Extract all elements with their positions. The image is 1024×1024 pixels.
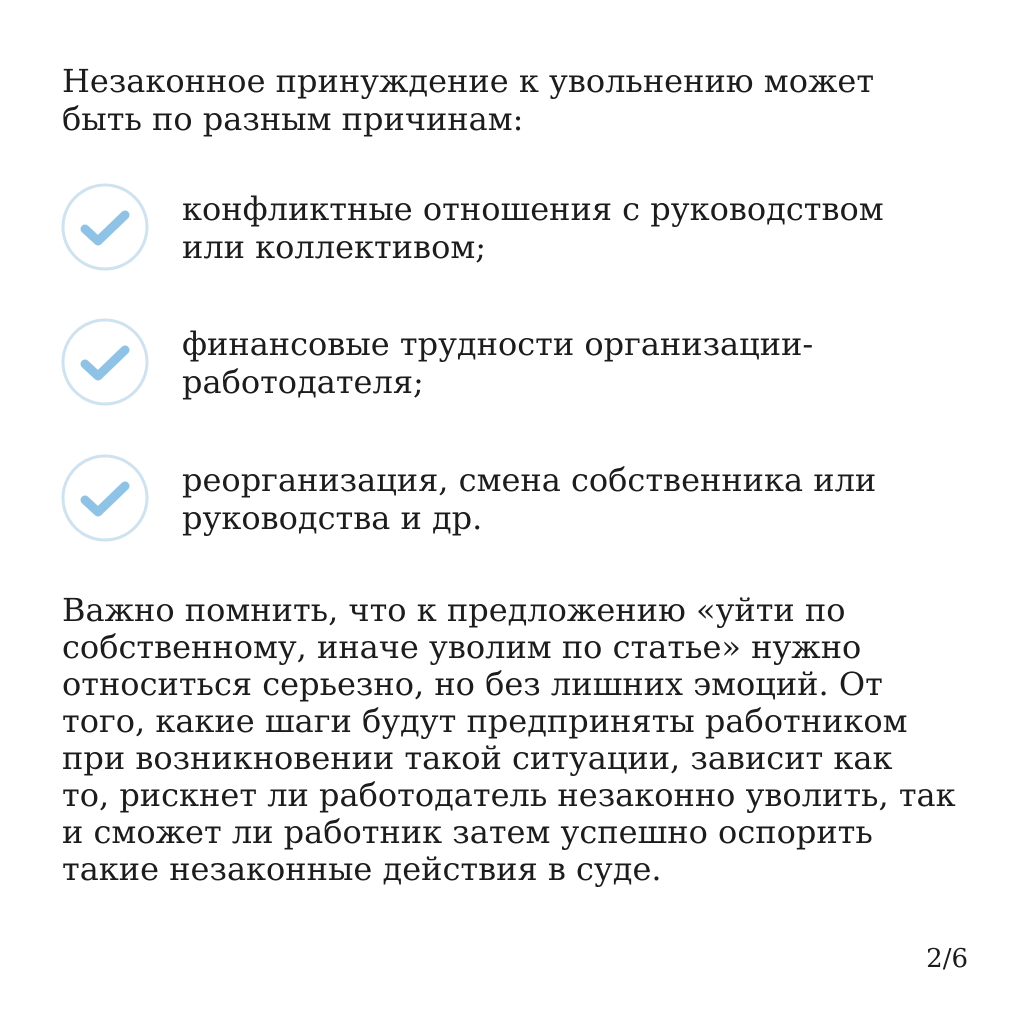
page-number: 2/6 (926, 944, 968, 974)
reason-item (60, 182, 980, 274)
reason-text: реорганизация, смена собственника или руководства и др. (182, 461, 877, 537)
reason-item (60, 453, 980, 545)
intro-text: Незаконное принуждение к увольнению может быть по разным причинам: (62, 62, 875, 138)
checkmark-circle-icon (60, 317, 150, 407)
checkmark-circle-icon (60, 182, 150, 272)
important-note-text: Важно помнить, что к предложению «уйти по собственному, иначе уволим по статье» нужно относиться серьезно, но без лишних эмоций. От того, какие шаги будут предприняты работником при возникновении такой ситуации, зависит как то, рискнет ли работодатель незаконно уволить, так и сможет ли работник затем успешно оспорить такие незаконные действия в суде. (62, 591, 956, 888)
reason-text: финансовые трудности организации- работодателя; (182, 325, 814, 401)
reason-item (60, 317, 980, 409)
checkmark-circle-icon (60, 453, 150, 543)
reason-text: конфликтные отношения с руководством или коллективом; (182, 190, 884, 266)
